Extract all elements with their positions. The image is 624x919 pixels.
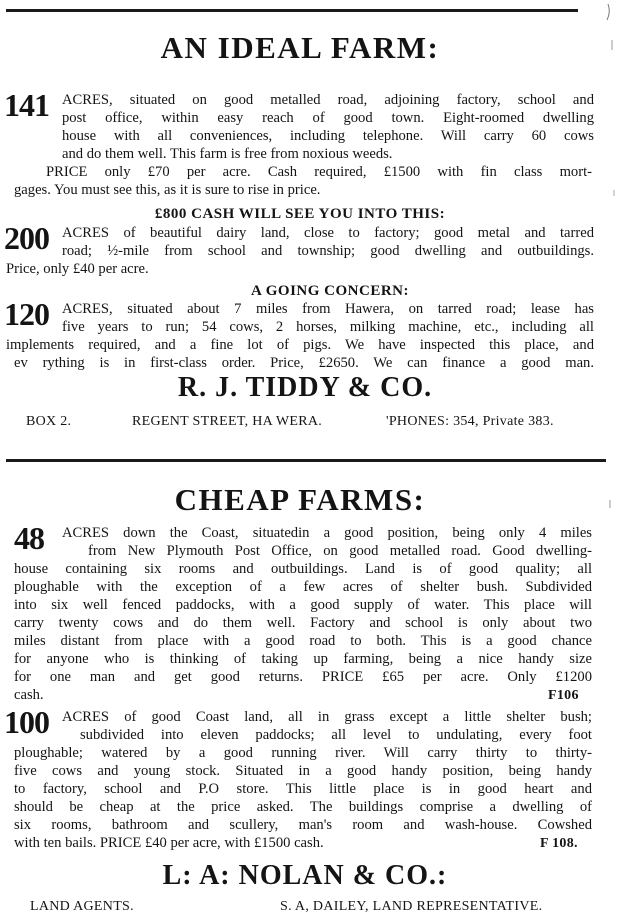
tiddy-box: BOX 2. [26, 414, 72, 429]
listing-141-line-6: gages. You must see this, as it is sure to rise in price. [14, 182, 321, 198]
listing-100-line-5: to factory, school and P.O store. This little place is in good heart and [14, 781, 592, 797]
listing-141-line-2: post office, within easy reach of good town. Eight-roomed dwelling [62, 110, 594, 126]
listing-48-line-3: house containing six rooms and outbuildings. Land is of good quality; all [14, 561, 592, 577]
listing-48-number: 48 [14, 520, 44, 556]
listing-120-number: 120 [4, 296, 49, 332]
listing-48-line-2: from New Plymouth Post Office, on good metalled road. Good dwelling- [88, 543, 592, 559]
nolan-firm-name: L: A: NOLAN & CO.: [162, 860, 448, 891]
listing-200-line-1: ACRES of beautiful dairy land, close to factory; good metal and tarred [62, 225, 594, 241]
listing-100-line-4: five cows and young stock. Situated in a good handy position, being handy [14, 763, 592, 779]
top-rule [6, 9, 578, 12]
listing-100-line-6: should be cheap at the price asked. The buildings comprise a dwelling of [14, 799, 592, 815]
listing-48-line-1: ACRES down the Coast, situatedin a good position, being only 4 miles [62, 525, 592, 541]
listing-141-line-4: and do them well. This farm is free from noxious weeds. [62, 146, 393, 162]
listing-120-line-3: implements required, and a fine lot of pigs. We have inspected this place, and [6, 337, 594, 353]
section-divider [6, 459, 606, 462]
listing-48-line-7: miles distant from place with a good road to both. This is a good chance [14, 633, 592, 649]
listing-100-line-1: ACRES of good Coast land, all in grass except a little shelter bush; [62, 709, 592, 725]
listing-200-line-2: road; ½-mile from school and township; good dwelling and outbuildings. [62, 243, 594, 259]
listing-48-line-5: into six well fenced paddocks, with a good supply of water. This place will [14, 597, 592, 613]
nolan-representative: S. A, DAILEY, LAND REPRESENTATIVE. [280, 899, 543, 914]
cheap-farms-heading: CHEAP FARMS: [174, 482, 426, 517]
listing-200-number: 200 [4, 220, 49, 256]
listing-100-line-8: with ten bails. PRICE £40 per acre, with £1500 cash. [14, 835, 324, 851]
listing-100-line-3: ploughable; watered by a good running river. Will carry thirty to thirty- [14, 745, 592, 761]
listing-141-line-5: PRICE only £70 per acre. Cash required, £1500 with fin class mort- [46, 164, 592, 180]
scan-edge-marks [596, 0, 624, 919]
listing-48-line-6: carry twenty cows and do them well. Factory and school is only about two [14, 615, 592, 631]
listing-100-line-7: six rooms, bathroom and scullery, man's room and wash-house. Cowshed [14, 817, 592, 833]
listing-141-line-3: house with all conveniences, including telephone. Will carry 60 cows [62, 128, 594, 144]
nolan-land-agents: LAND AGENTS. [30, 899, 134, 914]
listing-100-ref: F 108. [540, 836, 578, 851]
listing-120-line-1: ACRES, situated about 7 miles from Hawera, on tarred road; lease has [62, 301, 594, 317]
listing-141-line-1: ACRES, situated on good metalled road, adjoining factory, school and [62, 92, 594, 108]
listing-48-line-10: cash. [14, 687, 44, 703]
listing-141-number: 141 [4, 87, 49, 123]
listing-120-line-4: ev rything is in first-class order. Price, £2650. We can finance a good man. [14, 355, 594, 371]
tiddy-phones: 'PHONES: 354, Private 383. [386, 414, 554, 429]
listing-48-line-9: for one man and get good returns. PRICE £65 per acre. Only £1200 [14, 669, 592, 685]
cash-subheading: £800 CASH WILL SEE YOU INTO THIS: [154, 206, 446, 222]
tiddy-street: REGENT STREET, HA WERA. [132, 414, 323, 429]
ideal-farm-heading: AN IDEAL FARM: [160, 30, 440, 65]
listing-48-line-4: ploughable with the exception of a few acres of shelter bush. Subdivided [14, 579, 592, 595]
listing-100-number: 100 [4, 704, 49, 740]
listing-48-ref: F106 [548, 688, 579, 703]
tiddy-firm-name: R. J. TIDDY & CO. [177, 372, 433, 403]
listing-48-line-8: for anyone who is thinking of taking up farming, being a nice handy size [14, 651, 592, 667]
listing-120-line-2: five years to run; 54 cows, 2 horses, milking machine, etc., including all [62, 319, 594, 335]
concern-subheading: A GOING CONCERN: [250, 283, 409, 299]
listing-200-line-3: Price, only £40 per acre. [6, 261, 149, 277]
listing-100-line-2: subdivided into eleven paddocks; all level to undulating, every foot [80, 727, 592, 743]
